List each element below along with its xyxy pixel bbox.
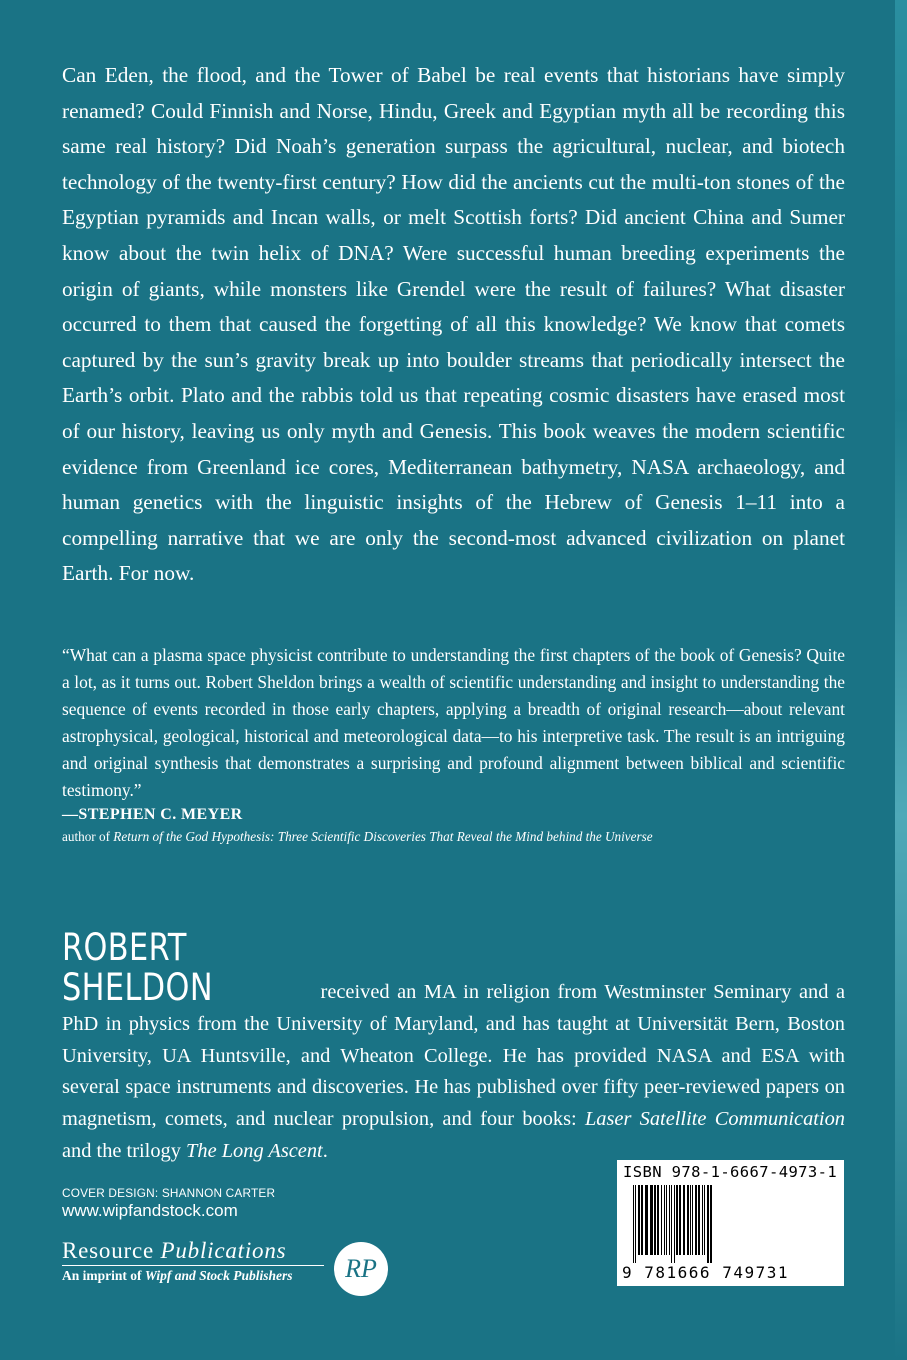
barcode-bar bbox=[687, 1185, 689, 1255]
bio-book-2: The Long Ascent bbox=[186, 1139, 323, 1162]
cover-edge-strip bbox=[895, 0, 907, 1360]
barcode-bar bbox=[704, 1185, 705, 1255]
barcode-bar bbox=[695, 1185, 697, 1255]
bio-text-3: . bbox=[322, 1139, 328, 1162]
bio-book-1: Laser Satellite Communication bbox=[584, 1108, 845, 1131]
barcode-bar bbox=[641, 1185, 643, 1255]
author-bio bbox=[62, 928, 845, 1168]
isbn-barcode bbox=[617, 1160, 844, 1286]
barcode-bar bbox=[664, 1185, 665, 1255]
imprint-prefix: An imprint of bbox=[62, 1268, 145, 1283]
endorser-book-title: Return of the God Hypothesis: Three Scientific Discoveries That Reveal the Mind behind the Universe bbox=[113, 829, 653, 844]
barcode-bar bbox=[710, 1185, 712, 1263]
barcode-bar bbox=[692, 1185, 693, 1255]
rp-logo-icon: RP bbox=[334, 1242, 388, 1296]
barcode-bar bbox=[638, 1185, 640, 1255]
endorser-role-prefix: author of bbox=[62, 829, 114, 844]
barcode-bar bbox=[654, 1185, 656, 1255]
barcode-bar bbox=[683, 1185, 685, 1255]
endorser-role bbox=[62, 828, 845, 846]
endorsement-quote: “What can a plasma space physicist contribute to understanding the first chapters of the book of Genesis? Quite a lot, as it turns out. Robert Sheldon brings a wealth of scientific understanding and insight to understanding the sequence of events recorded in those early chapters, applying a breadth of original research—about relevant astrophysical, geological, historical and meteorological data—to his interpretive task. The result is an intriguing and original synthesis that demonstrates a surprising and profound alignment between biblical and scientific testimony.” bbox=[62, 645, 845, 800]
author-name: ROBERT SHELDON bbox=[62, 926, 213, 1009]
book-blurb: Can Eden, the flood, and the Tower of Babel be real events that historians have simply renamed? Could Finnish and Norse, Hindu, Greek and Egyptian myth all be recording this same real history? Did Noah’s generation surpass the agricultural, nuclear, and biotech technology of the twenty-first century? How did the ancients cut the multi-ton stones of the Egyptian pyramids and Incan walls, or melt Scottish forts? Did ancient China and Sumer know about the twin helix of DNA? Were successful human breeding experiments the origin of giants, while monsters like Grendel were the result of failures? What disaster occurred to them that caused the forgetting of all this knowledge? We know that comets captured by the sun’s gravity break up into boulder streams that periodically intersect the Earth’s orbit. Plato and the rabbis told us that repeating cosmic disasters have erased most of our history, leaving us only myth and Genesis. This book weaves the modern scientific evidence from Greenland ice cores, Mediterranean bathymetry, NASA archaeology, and human genetics with the linguistic insights of the Hebrew of Genesis 1–11 into a compelling narrative that we are only the second-most advanced civilization on planet Earth. For now. bbox=[62, 63, 845, 586]
bio-text-1: received an MA in religion from Westminster Seminary and a PhD in physics from the University of Maryland, and has taught at Universität Bern, Boston University, UA Huntsville, and Wheaton College. He has provided NASA and ESA with several space instruments and discoveries. He has published over fifty peer-reviewed papers on magnetism, comets, and nuclear propulsion, and four books: bbox=[62, 981, 845, 1131]
isbn-label: ISBN 978-1-6667-4973-1 bbox=[623, 1163, 838, 1181]
publisher-name-italic: Publications bbox=[160, 1238, 287, 1263]
barcode-bar bbox=[690, 1185, 691, 1255]
barcode-bar bbox=[650, 1185, 653, 1255]
barcode-bar bbox=[661, 1185, 662, 1255]
barcode-bar bbox=[702, 1185, 703, 1255]
publisher-website[interactable]: www.wipfandstock.com bbox=[62, 1201, 238, 1220]
publisher-name-plain: Resource bbox=[62, 1238, 161, 1263]
barcode-bar bbox=[669, 1185, 670, 1255]
endorsement bbox=[62, 642, 845, 846]
barcode-bar bbox=[657, 1185, 659, 1255]
barcode-bar bbox=[633, 1185, 634, 1263]
publisher-imprint bbox=[62, 1268, 324, 1284]
barcode-bar bbox=[671, 1185, 672, 1263]
publisher-divider bbox=[62, 1265, 324, 1266]
barcode-bar bbox=[679, 1185, 681, 1255]
barcode-bar bbox=[674, 1185, 675, 1263]
barcode-digits: 9 781666 749731 bbox=[622, 1263, 789, 1282]
endorser-name: —STEPHEN C. MEYER bbox=[62, 806, 243, 823]
imprint-name: Wipf and Stock Publishers bbox=[144, 1268, 293, 1283]
cover-design-credit: COVER DESIGN: SHANNON CARTER bbox=[62, 1186, 276, 1200]
barcode-bar bbox=[698, 1185, 700, 1255]
publisher-name bbox=[62, 1238, 324, 1264]
barcode-bar bbox=[707, 1185, 709, 1263]
publisher-block bbox=[62, 1238, 324, 1284]
barcode-icon bbox=[631, 1185, 831, 1265]
barcode-bar bbox=[666, 1185, 667, 1255]
barcode-bar bbox=[676, 1185, 678, 1255]
barcode-bar bbox=[645, 1185, 648, 1255]
bio-text-2: and the trilogy bbox=[62, 1139, 187, 1162]
barcode-bar bbox=[635, 1185, 636, 1263]
